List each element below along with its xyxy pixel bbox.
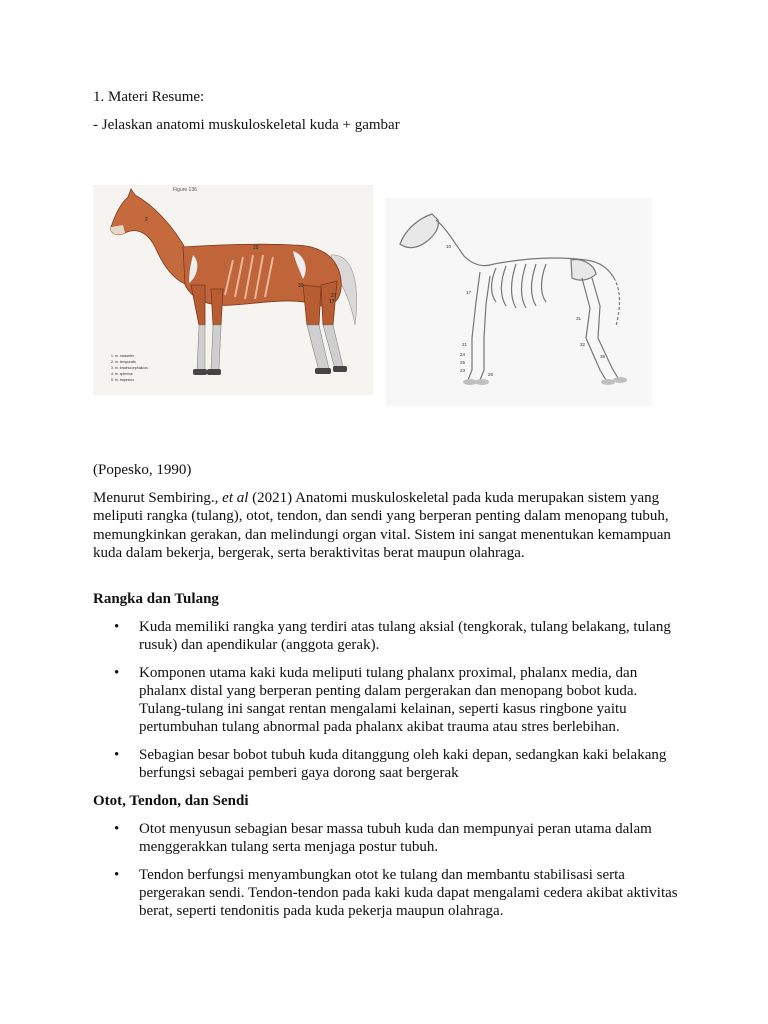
legend-line: 2. m. temporalis — [111, 360, 136, 364]
muscle-label: 27 — [331, 293, 337, 299]
muscle-label: 17 — [329, 299, 335, 305]
legend-line: 5. m. trapezius — [111, 378, 134, 382]
legend-line: 4. m. splenius — [111, 372, 133, 376]
skeleton-label: 21 — [462, 342, 468, 347]
figure-caption: Figure 136 — [173, 187, 197, 193]
muscle-label: 2 — [145, 217, 148, 223]
skeleton-label: 10 — [446, 244, 452, 249]
horse-skeleton-figure — [386, 198, 652, 406]
list-item: • Komponen utama kaki kuda meliputi tulang phalanx proximal, phalanx media, dan phalanx distal yang berperan penting dalam pergerakan dan menopang bobot kuda. Tulang-tulang ini sangat rentan mengalami kelainan, seperti kasus ringbone yaitu pertumbuhan tulang abnormal pada phalanx akibat trauma atau stres berlebihan. — [93, 664, 683, 737]
otot-list — [93, 820, 683, 929]
skeleton-label: 35 — [600, 354, 606, 359]
rangka-list — [93, 618, 683, 791]
legend-line: 3. m. brachiocephalicus — [111, 366, 148, 370]
citation: (Popesko, 1990) — [93, 462, 192, 478]
list-item: • Kuda memiliki rangka yang terdiri atas tulang aksial (tengkorak, tulang belakang, tulang rusuk) dan apendikular (anggota gerak). — [93, 618, 683, 655]
subheading: - Jelaskan anatomi muskuloskeletal kuda + gambar — [93, 117, 400, 133]
heading: 1. Materi Resume: — [93, 89, 205, 105]
skeleton-label: 26 — [488, 372, 494, 377]
muscle-label: 30 — [298, 283, 304, 289]
list-item: • Tendon berfungsi menyambungkan otot ke tulang dan membantu stabilisasi serta pergerakan sendi. Tendon-tendon pada kaki kuda dapat mengalami cedera akibat aktivitas berat, seperti tendonitis pada kuda pekerja maupun olahraga. — [93, 866, 683, 921]
intro-paragraph — [93, 489, 678, 562]
muscle-label: 20 — [253, 245, 259, 251]
skeleton-label: 23 — [460, 368, 466, 373]
section-title-rangka: Rangka dan Tulang — [93, 591, 219, 607]
intro-text: (2021) Anatomi muskuloskeletal pada kuda merupakan sistem yang meliputi rangka (tulang), otot, tendon, dan sendi yang berperan penting dalam menopang tubuh, memungkinkan gerakan, dan melindungi organ vital. Sistem ini sangat menentukan kemampuan kuda dalam bekerja, bergerak, serta beraktivitas berat maupun olahraga. — [93, 490, 671, 561]
skeleton-label: 24 — [460, 352, 466, 357]
skeleton-label: 25 — [460, 360, 466, 365]
horse-muscle-figure — [93, 185, 373, 395]
section-title-otot: Otot, Tendon, dan Sendi — [93, 793, 249, 809]
intro-italic: et al — [222, 490, 249, 506]
skeleton-label: 17 — [466, 290, 472, 295]
list-item: • Otot menyusun sebagian besar massa tubuh kuda dan mempunyai peran utama dalam menggerakkan tulang serta menjaga postur tubuh. — [93, 820, 683, 857]
list-item: • Sebagian besar bobot tubuh kuda ditanggung oleh kaki depan, sedangkan kaki belakang berfungsi sebagai pemberi gaya dorong saat bergerak — [93, 746, 683, 783]
skeleton-label: 31 — [576, 316, 582, 321]
intro-prefix: Menurut Sembiring., — [93, 490, 223, 506]
legend-line: 1. m. masseter — [111, 354, 135, 358]
skeleton-label: 32 — [580, 342, 586, 347]
